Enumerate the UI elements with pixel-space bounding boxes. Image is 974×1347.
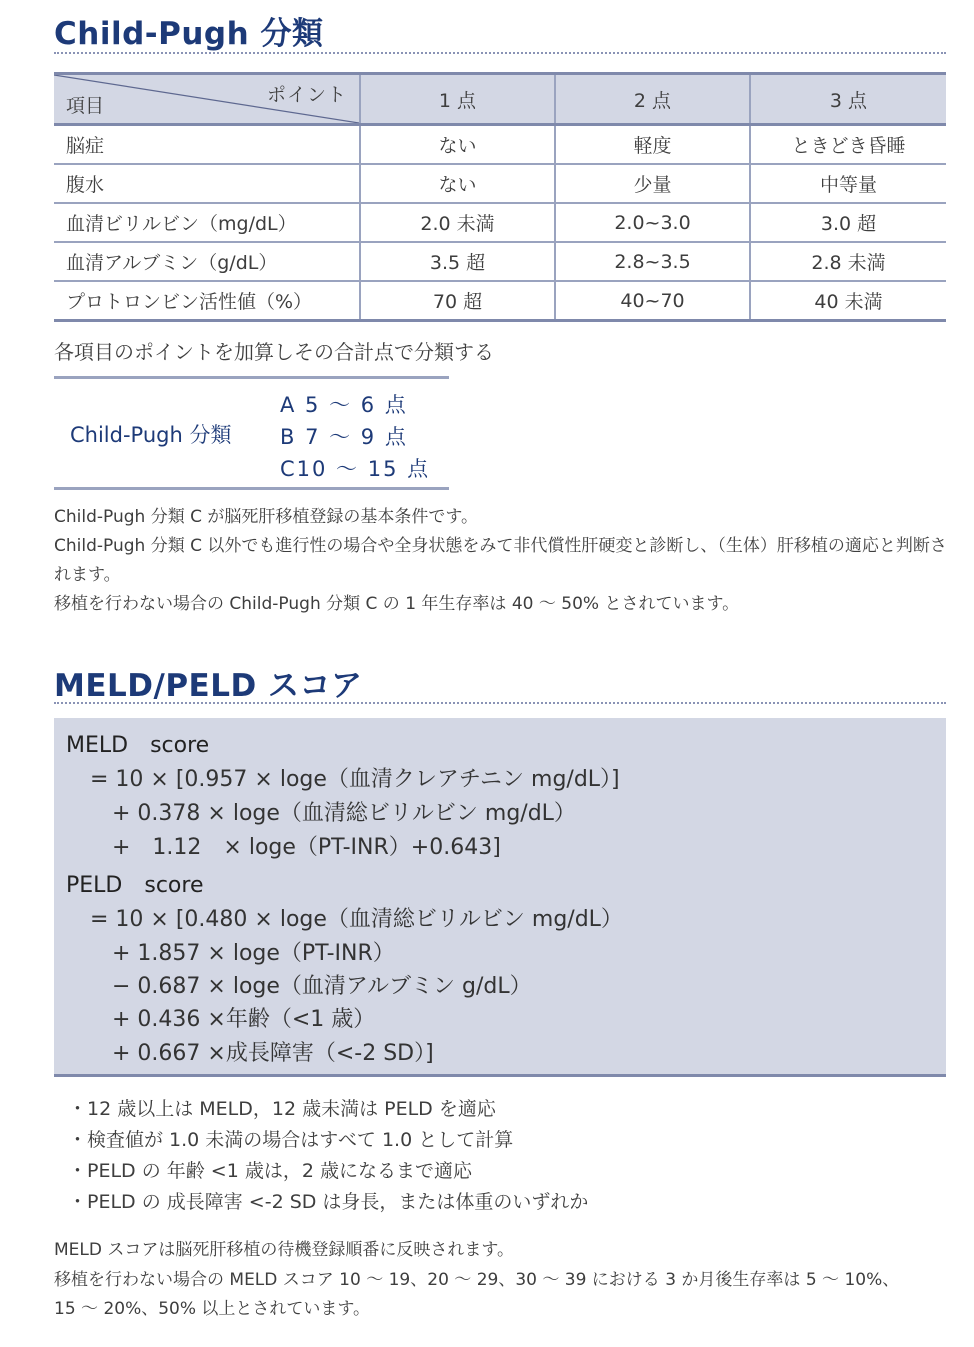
row-2-point: 少量 bbox=[555, 164, 750, 203]
row-1-point: ない bbox=[360, 125, 555, 165]
row-3-point: 中等量 bbox=[750, 164, 946, 203]
peld-score-heading: PELD score bbox=[66, 873, 204, 898]
row-1-point: ない bbox=[360, 164, 555, 203]
classification-label: Child-Pugh 分類 bbox=[70, 423, 232, 447]
note-line: Child-Pugh 分類 C 以外でも進行性の場合や全身状態をみて非代償性肝硬変と診断し、（生体）肝移植の適応と判断されます。 bbox=[54, 536, 947, 585]
peld-formula-line: + 0.667 ×成長障害（<-2 SD）] bbox=[112, 1041, 434, 1066]
header-2-point: 2 点 bbox=[555, 74, 750, 125]
meld-bullet-list bbox=[68, 1094, 588, 1218]
meld-formula-line: = 10 × [0.957 × loge（血清クレアチニン mg/dL）] bbox=[90, 767, 620, 792]
list-item: ・PELD の 年齢 <1 歳は，2 歳になるまで適応 bbox=[68, 1160, 472, 1182]
table-row bbox=[54, 125, 946, 165]
meld-footer-notes bbox=[54, 1236, 959, 1325]
class-c-row: C10 〜 15 点 bbox=[280, 457, 431, 481]
row-item: 脳症 bbox=[54, 125, 360, 165]
child-pugh-notes bbox=[54, 503, 954, 619]
header-3-point: 3 点 bbox=[750, 74, 946, 125]
title-divider bbox=[54, 52, 946, 54]
meld-formula-box bbox=[54, 718, 946, 1077]
peld-formula-line: + 0.436 ×年齢（<1 歳） bbox=[112, 1007, 376, 1032]
footer-line: 移植を行わない場合の MELD スコア 10 〜 19、20 〜 29、30 〜 39 における 3 か月後生存率は 5 〜 10%、 bbox=[54, 1269, 900, 1290]
title-divider bbox=[54, 702, 946, 704]
table-row bbox=[54, 242, 946, 281]
header-item-label: 項目 bbox=[66, 95, 105, 117]
row-3-point: 40 未満 bbox=[750, 281, 946, 321]
row-1-point: 70 超 bbox=[360, 281, 555, 321]
child-pugh-title: Child-Pugh 分類 bbox=[54, 16, 324, 52]
meld-formula-line: + 1.12 × loge（PT-INR）+0.643] bbox=[112, 835, 501, 860]
list-item: ・検査値が 1.0 未満の場合はすべて 1.0 として計算 bbox=[68, 1129, 514, 1151]
row-2-point: 2.8~3.5 bbox=[555, 242, 750, 281]
header-1-point: 1 点 bbox=[360, 74, 555, 125]
meld-score-heading: MELD score bbox=[66, 733, 210, 758]
table-row bbox=[54, 164, 946, 203]
row-1-point: 2.0 未満 bbox=[360, 203, 555, 242]
note-line: Child-Pugh 分類 C が脳死肝移植登録の基本条件です。 bbox=[54, 507, 479, 527]
class-b-row: B 7 〜 9 点 bbox=[280, 425, 408, 449]
header-item-point-cell bbox=[54, 74, 360, 125]
row-item: プロトロンビン活性値（%） bbox=[54, 281, 360, 321]
table-row bbox=[54, 203, 946, 242]
row-3-point: 3.0 超 bbox=[750, 203, 946, 242]
sum-note: 各項目のポイントを加算しその合計点で分類する bbox=[54, 340, 494, 364]
meld-formula-line: + 0.378 × loge（血清総ビリルビン mg/dL） bbox=[112, 801, 576, 826]
row-item: 血清ビリルビン（mg/dL） bbox=[54, 203, 360, 242]
row-2-point: 軽度 bbox=[555, 125, 750, 165]
peld-formula-line: − 0.687 × loge（血清アルブミン g/dL） bbox=[112, 974, 532, 999]
row-item: 血清アルブミン（g/dL） bbox=[54, 242, 360, 281]
peld-formula-line: + 1.857 × loge（PT-INR） bbox=[112, 941, 395, 966]
classification-list bbox=[280, 389, 430, 485]
list-item: ・PELD の 成長障害 <-2 SD は身長，または体重のいずれか bbox=[68, 1191, 589, 1213]
table-header-row bbox=[54, 74, 946, 125]
footer-line: MELD スコアは脳死肝移植の待機登録順番に反映されます。 bbox=[54, 1240, 515, 1260]
row-item: 腹水 bbox=[54, 164, 360, 203]
list-item: ・12 歳以上は MELD，12 歳未満は PELD を適応 bbox=[68, 1098, 496, 1120]
row-2-point: 2.0~3.0 bbox=[555, 203, 750, 242]
meld-title: MELD/PELD スコア bbox=[54, 668, 363, 704]
row-1-point: 3.5 超 bbox=[360, 242, 555, 281]
note-line: 移植を行わない場合の Child-Pugh 分類 C の 1 年生存率は 40 〜 50% とされています。 bbox=[54, 594, 740, 614]
child-pugh-table bbox=[54, 72, 946, 322]
row-3-point: 2.8 未満 bbox=[750, 242, 946, 281]
table-row bbox=[54, 281, 946, 321]
row-2-point: 40~70 bbox=[555, 281, 750, 321]
class-a-row: A 5 〜 6 点 bbox=[280, 393, 408, 417]
classification-box bbox=[54, 376, 449, 490]
footer-line: 15 〜 20%、50% 以上とされています。 bbox=[54, 1299, 371, 1319]
row-3-point: ときどき昏睡 bbox=[750, 125, 946, 165]
header-point-label: ポイント bbox=[266, 84, 347, 106]
peld-formula-line: = 10 × [0.480 × loge（血清総ビリルビン mg/dL） bbox=[90, 907, 623, 932]
